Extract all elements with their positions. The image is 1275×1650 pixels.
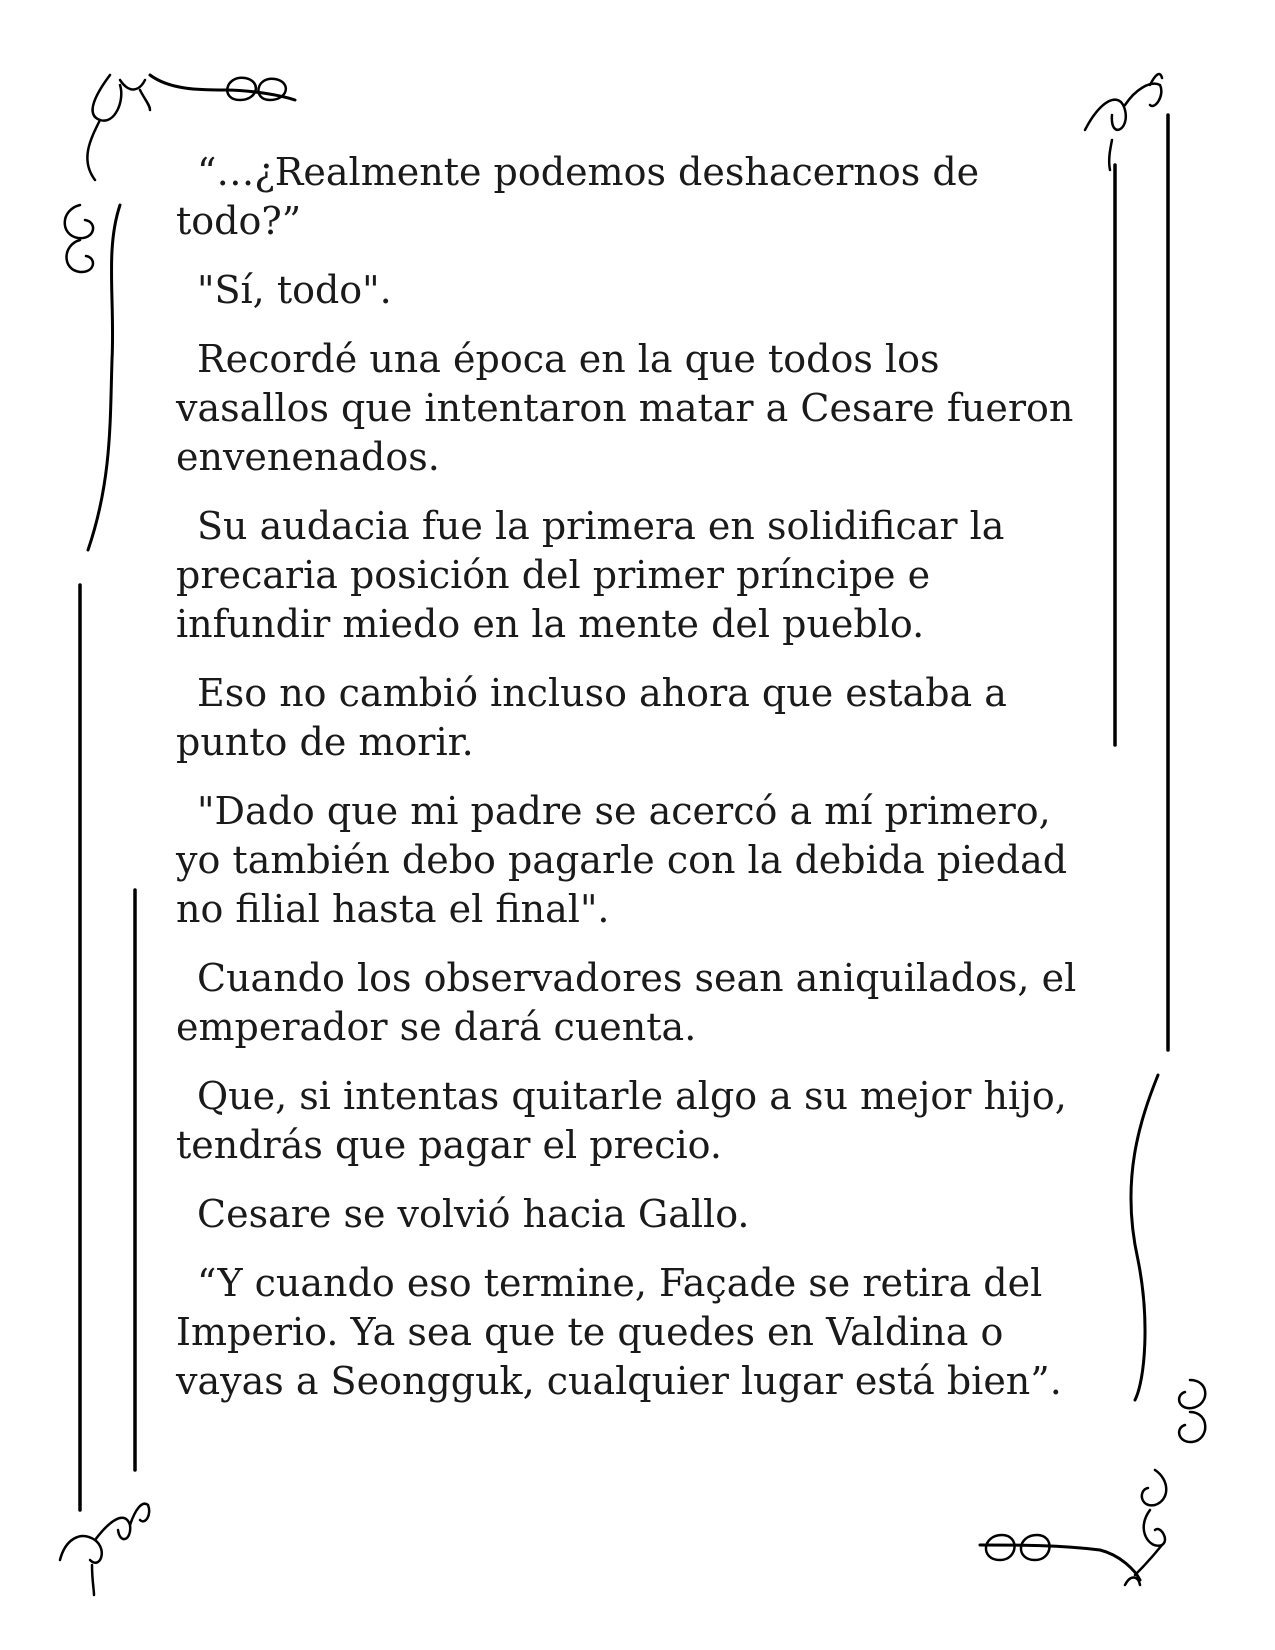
paragraph: "Sí, todo". <box>197 268 392 312</box>
flourish-top-right-icon <box>1085 74 1168 1050</box>
paragraph: "Dado que mi padre se acercó a mí primero, yo también debo pagarle con la debida piedad no filial hasta el final". <box>176 789 1068 931</box>
paragraph: Eso no cambió incluso ahora que estaba a punto de morir. <box>176 671 1007 764</box>
frame-line-left-icon <box>80 585 135 1510</box>
paragraph: “Y cuando eso termine, Façade se retira del Imperio. Ya sea que te quedes en Valdina o vayas a Seongguk, cualquier lugar está bien”. <box>176 1261 1062 1403</box>
paragraph: Cesare se volvió hacia Gallo. <box>197 1192 750 1236</box>
paragraph: Su audacia fue la primera en solidificar la precaria posición del primer príncipe e infundir miedo en la mente del pueblo. <box>176 504 1005 646</box>
paragraph: Cuando los observadores sean aniquilados, el emperador se dará cuenta. <box>176 956 1077 1049</box>
paragraph: Que, si intentas quitarle algo a su mejor hijo, tendrás que pagar el precio. <box>176 1074 1067 1167</box>
story-text <box>176 148 1096 1426</box>
paragraph: Recordé una época en la que todos los vasallos que intentaron matar a Cesare fueron envenenados. <box>176 337 1074 479</box>
paragraph: “…¿Realmente podemos deshacernos de todo?” <box>176 150 980 243</box>
flourish-bottom-left-icon <box>60 1504 149 1595</box>
